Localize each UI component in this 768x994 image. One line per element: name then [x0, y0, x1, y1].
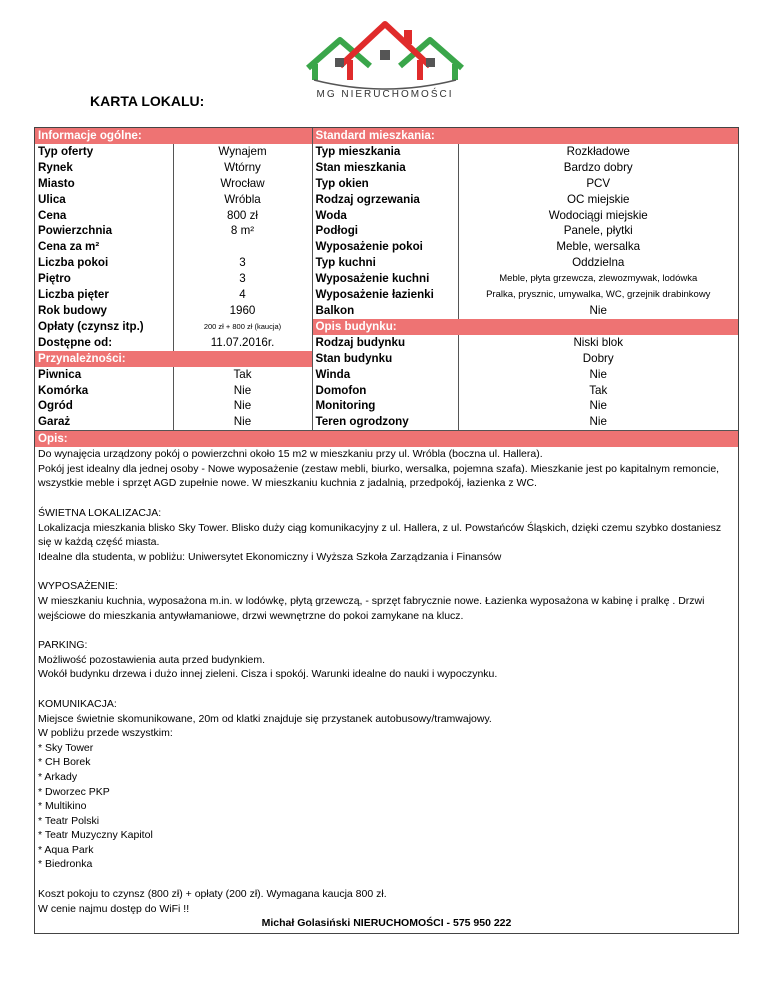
- field-label: Cena: [35, 208, 173, 224]
- field-label: Rodzaj ogrzewania: [312, 192, 458, 208]
- property-sheet: [34, 127, 739, 934]
- field-label: Liczba pięter: [35, 287, 173, 303]
- info-row: [35, 303, 738, 319]
- field-label: Ogród: [35, 398, 173, 414]
- description-line: * Dworzec PKP: [38, 785, 110, 798]
- description-line: * CH Borek: [38, 756, 91, 769]
- field-value: 3: [173, 271, 312, 287]
- field-value: Oddzielna: [572, 256, 625, 270]
- description-line: Możliwość pozostawienia auta przed budynkiem.: [38, 653, 266, 666]
- field-label: Wyposażenie pokoi: [312, 239, 458, 255]
- description-line: Lokalizacja mieszkania blisko Sky Tower. Blisko duży ciąg komunikacyjny z ul. Hallera, z ul. Powstańców Śląskich, dzięki czemu szybko dostaniesz się w każdą część miasta.: [38, 521, 722, 549]
- info-row: [35, 239, 738, 255]
- field-value: Wodociągi miejskie: [548, 208, 648, 222]
- info-row: [35, 414, 738, 430]
- info-row: [35, 192, 738, 208]
- field-value: 8 m²: [173, 223, 312, 239]
- info-row: [35, 398, 738, 414]
- info-row: [35, 319, 738, 335]
- description-line: KOMUNIKACJA:: [38, 697, 117, 710]
- field-value: Tak: [589, 383, 608, 397]
- description-line: * Biedronka: [38, 858, 93, 871]
- field-value: Wróbla: [173, 192, 312, 208]
- info-row: [35, 223, 738, 239]
- logo-brand-text: MG NIERUCHOMOŚCI: [316, 89, 454, 100]
- field-value: Nie: [589, 399, 607, 413]
- description-line: ŚWIETNA LOKALIZACJA:: [38, 507, 162, 519]
- houses-logo-icon: [300, 18, 470, 100]
- description-line: Wokół budynku drzewa i dużo innej zieleni. Cisza i spokój. Warunki idealne do nauki i wypoczynku.: [38, 668, 498, 681]
- agent-contact: Michał Golasiński NIERUCHOMOŚCI - 575 950 222: [261, 917, 512, 930]
- info-row: [35, 176, 738, 192]
- field-value: 4: [173, 287, 312, 303]
- description-body: [35, 447, 738, 933]
- field-label: Podłogi: [312, 223, 458, 239]
- field-label: Cena za m²: [35, 239, 173, 255]
- company-logo: [300, 18, 470, 100]
- field-value: Nie: [173, 383, 312, 399]
- description-line: * Aqua Park: [38, 843, 94, 856]
- description-line: Pokój jest idealny dla jednej osoby - Nowe wyposażenie (zestaw mebli, biurko, wersalka, pojemna szafa). Mieszkanie jest po kapitalnym remoncie, wszystkie meble i sprzęt AGD zupełnie nowe. W mieszkaniu kuchnia z jadalnią, przedpokój, łazienka z WC.: [38, 462, 720, 490]
- info-row: [35, 255, 738, 271]
- field-label: Stan budynku: [312, 351, 458, 367]
- field-label: Winda: [312, 367, 458, 383]
- field-label: Monitoring: [312, 398, 458, 414]
- description-line: * Teatr Polski: [38, 814, 100, 827]
- field-value: 3: [173, 255, 312, 271]
- info-row: [35, 383, 738, 399]
- field-value: Wynajem: [173, 144, 312, 160]
- field-label: Garaż: [35, 414, 173, 430]
- property-info-table: [35, 128, 738, 430]
- field-value: Panele, płytki: [563, 224, 633, 238]
- field-label: Powierzchnia: [35, 223, 173, 239]
- field-label: Typ mieszkania: [312, 144, 458, 160]
- field-label: Rodzaj budynku: [312, 335, 458, 351]
- info-row: [35, 271, 738, 287]
- field-label: Stan mieszkania: [312, 160, 458, 176]
- field-value: Pralka, prysznic, umywalka, WC, grzejnik drabinkowy: [486, 289, 711, 301]
- field-label: Typ oferty: [35, 144, 173, 160]
- description-line: PARKING:: [38, 639, 88, 652]
- field-value: Meble, płyta grzewcza, zlewozmywak, lodówka: [499, 273, 698, 285]
- field-label: Ulica: [35, 192, 173, 208]
- field-label: Typ kuchni: [312, 255, 458, 271]
- field-value: 1960: [173, 303, 312, 319]
- info-row: [35, 351, 738, 367]
- field-label: Liczba pokoi: [35, 255, 173, 271]
- section-header-fill: [173, 128, 312, 144]
- field-value: Nie: [589, 367, 607, 381]
- field-value: Dobry: [582, 351, 614, 365]
- field-value: 800 zł: [173, 208, 312, 224]
- field-label: Rok budowy: [35, 303, 173, 319]
- field-value: Nie: [589, 415, 607, 429]
- section-header: Opis budynku:: [312, 319, 458, 335]
- field-value: Nie: [589, 303, 607, 317]
- description-line: Miejsce świetnie skomunikowane, 20m od klatki znajduje się przystanek autobusowy/tramwajowy.: [38, 712, 492, 725]
- field-value: Wtórny: [173, 160, 312, 176]
- field-value: Niski blok: [573, 335, 624, 349]
- field-value: 11.07.2016r.: [173, 335, 312, 351]
- field-value: Wrocław: [173, 176, 312, 192]
- card-title: KARTA LOKALU:: [90, 93, 205, 109]
- field-label: Wyposażenie łazienki: [312, 287, 458, 303]
- field-label: Woda: [312, 208, 458, 224]
- section-header-fill: [173, 351, 312, 367]
- field-label: Piętro: [35, 271, 173, 287]
- field-label: Miasto: [35, 176, 173, 192]
- info-row: [35, 144, 738, 160]
- info-row: [35, 335, 738, 351]
- field-value: [173, 239, 312, 255]
- info-row: [35, 160, 738, 176]
- section-header-fill: [458, 128, 738, 144]
- field-label: Dostępne od:: [35, 335, 173, 351]
- field-value: OC miejskie: [567, 192, 630, 206]
- info-row: [35, 287, 738, 303]
- description-line: * Arkady: [38, 770, 78, 783]
- field-value: PCV: [586, 176, 611, 190]
- field-label: Rynek: [35, 160, 173, 176]
- info-row: [35, 208, 738, 224]
- section-header: Informacje ogólne:: [35, 128, 173, 144]
- field-value: Nie: [173, 414, 312, 430]
- description-header: Opis:: [35, 430, 738, 447]
- info-row: [35, 367, 738, 383]
- description-line: W pobliżu przede wszystkim:: [38, 727, 173, 740]
- section-header: Przynależności:: [35, 351, 173, 367]
- description-line: * Sky Tower: [38, 741, 94, 754]
- description-line: * Multikino: [38, 800, 87, 813]
- section-header-fill: [458, 319, 738, 335]
- field-label: Opłaty (czynsz itp.): [35, 319, 173, 335]
- description-line: Idealne dla studenta, w pobliżu: Uniwersytet Ekonomiczny i Wyższa Szkoła Zarządzania i Finansów: [38, 550, 502, 563]
- description-line: * Teatr Muzyczny Kapitol: [38, 829, 153, 842]
- description-line: W mieszkaniu kuchnia, wyposażona m.in. w lodówkę, płytą grzewczą, - sprzęt fabrycznie nowe. Łazienka wyposażona w kabinę i pralkę . Drzwi wejściowe do mieszkania antywłamaniowe, drzwi wewnętrzne do pokoi zamykane na klucz.: [38, 594, 705, 622]
- field-label: Typ okien: [312, 176, 458, 192]
- field-value: Meble, wersalka: [556, 240, 641, 254]
- field-label: Komórka: [35, 383, 173, 399]
- field-label: Teren ogrodzony: [312, 414, 458, 430]
- field-value: Nie: [173, 398, 312, 414]
- info-row: [35, 128, 738, 144]
- section-header: Standard mieszkania:: [312, 128, 458, 144]
- description-line: WYPOSAŻENIE:: [38, 580, 118, 593]
- field-label: Wyposażenie kuchni: [312, 271, 458, 287]
- field-value: Tak: [173, 367, 312, 383]
- description-line: Koszt pokoju to czynsz (800 zł) + opłaty (200 zł). Wymagana kaucja 800 zł.: [38, 888, 387, 901]
- field-value: Rozkładowe: [566, 144, 630, 158]
- field-value: 200 zł + 800 zł (kaucja): [173, 319, 312, 335]
- field-label: Balkon: [312, 303, 458, 319]
- description-line: Do wynajęcia urządzony pokój o powierzchni około 15 m2 w mieszkaniu przy ul. Wróbla (boczna ul. Hallera).: [38, 448, 543, 461]
- field-value: Bardzo dobry: [563, 160, 633, 174]
- field-label: Domofon: [312, 383, 458, 399]
- field-label: Piwnica: [35, 367, 173, 383]
- description-line: W cenie najmu dostęp do WiFi !!: [38, 902, 190, 915]
